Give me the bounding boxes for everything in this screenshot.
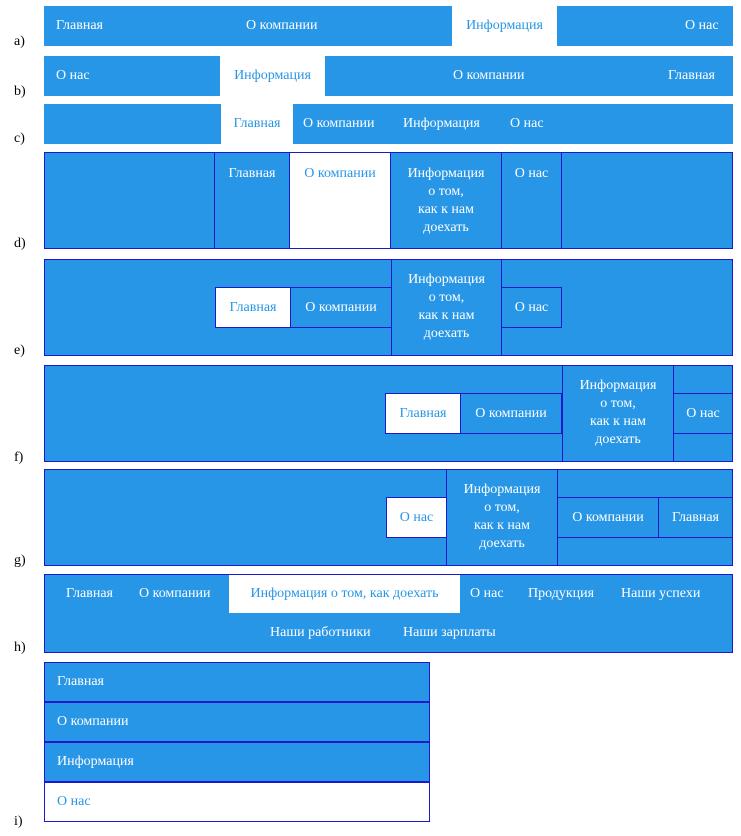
nav-h-achievements[interactable]: Наши успехи	[621, 586, 701, 601]
nav-f-info[interactable]: Информация о том, как к нам доехать	[562, 365, 674, 462]
nav-c-about-us[interactable]: О нас	[510, 116, 544, 131]
nav-h-employees[interactable]: Наши работники	[270, 625, 371, 640]
nav-h-about-us[interactable]: О нас	[470, 586, 504, 601]
nav-i-about-us-active[interactable]: О нас	[44, 782, 430, 822]
nav-a-about-company[interactable]: О компании	[246, 18, 318, 33]
nav-bar-b	[44, 56, 733, 96]
label-f: f)	[14, 450, 24, 465]
nav-d-about-company-active[interactable]: О компании	[289, 152, 391, 249]
nav-e-home-active[interactable]: Главная	[215, 287, 291, 328]
nav-e-info[interactable]: Информация о том, как к нам доехать	[391, 259, 502, 356]
label-h: h)	[14, 640, 26, 655]
nav-f-about-company[interactable]: О компании	[460, 393, 562, 434]
nav-g-about-company[interactable]: О компании	[557, 497, 659, 538]
nav-bar-c	[44, 104, 733, 144]
nav-h-salaries[interactable]: Наши зарплаты	[403, 625, 496, 640]
nav-i-home[interactable]: Главная	[44, 662, 430, 702]
nav-c-info[interactable]: Информация	[403, 116, 480, 131]
nav-bar-a	[44, 6, 733, 46]
nav-a-home[interactable]: Главная	[56, 18, 103, 33]
nav-c-home-active[interactable]: Главная	[221, 104, 293, 144]
nav-a-info-active[interactable]: Информация	[452, 6, 557, 46]
label-c: c)	[14, 131, 25, 146]
nav-b-about-company[interactable]: О компании	[453, 68, 525, 83]
nav-b-about-us[interactable]: О нас	[56, 68, 90, 83]
nav-c-about-company[interactable]: О компании	[303, 116, 375, 131]
nav-a-about-us[interactable]: О нас	[685, 18, 719, 33]
nav-e-about-company[interactable]: О компании	[290, 287, 392, 328]
nav-g-about-us-active[interactable]: О нас	[386, 497, 447, 538]
label-g: g)	[14, 553, 26, 568]
nav-b-home[interactable]: Главная	[668, 68, 715, 83]
nav-h-products[interactable]: Продукция	[528, 586, 595, 601]
nav-b-info-active[interactable]: Информация	[220, 56, 325, 96]
label-b: b)	[14, 84, 26, 99]
nav-g-info[interactable]: Информация о том, как к нам доехать	[446, 469, 558, 566]
label-d: d)	[14, 236, 26, 251]
label-e: e)	[14, 343, 25, 358]
nav-g-home[interactable]: Главная	[658, 497, 733, 538]
label-i: i)	[14, 814, 23, 829]
nav-d-info[interactable]: Информация о том, как к нам доехать	[390, 152, 502, 249]
nav-e-about-us[interactable]: О нас	[501, 287, 562, 328]
nav-d-home[interactable]: Главная	[214, 152, 290, 249]
nav-h-info-active[interactable]: Информация о том, как доехать	[229, 575, 460, 613]
nav-i-info[interactable]: Информация	[44, 742, 430, 782]
nav-h-about-company[interactable]: О компании	[139, 586, 211, 601]
nav-i-about-company[interactable]: О компании	[44, 702, 430, 742]
nav-h-home[interactable]: Главная	[66, 586, 113, 601]
nav-f-home-active[interactable]: Главная	[385, 393, 461, 434]
nav-f-about-us[interactable]: О нас	[673, 393, 733, 434]
nav-d-about-us[interactable]: О нас	[501, 152, 562, 249]
label-a: a)	[14, 34, 25, 49]
